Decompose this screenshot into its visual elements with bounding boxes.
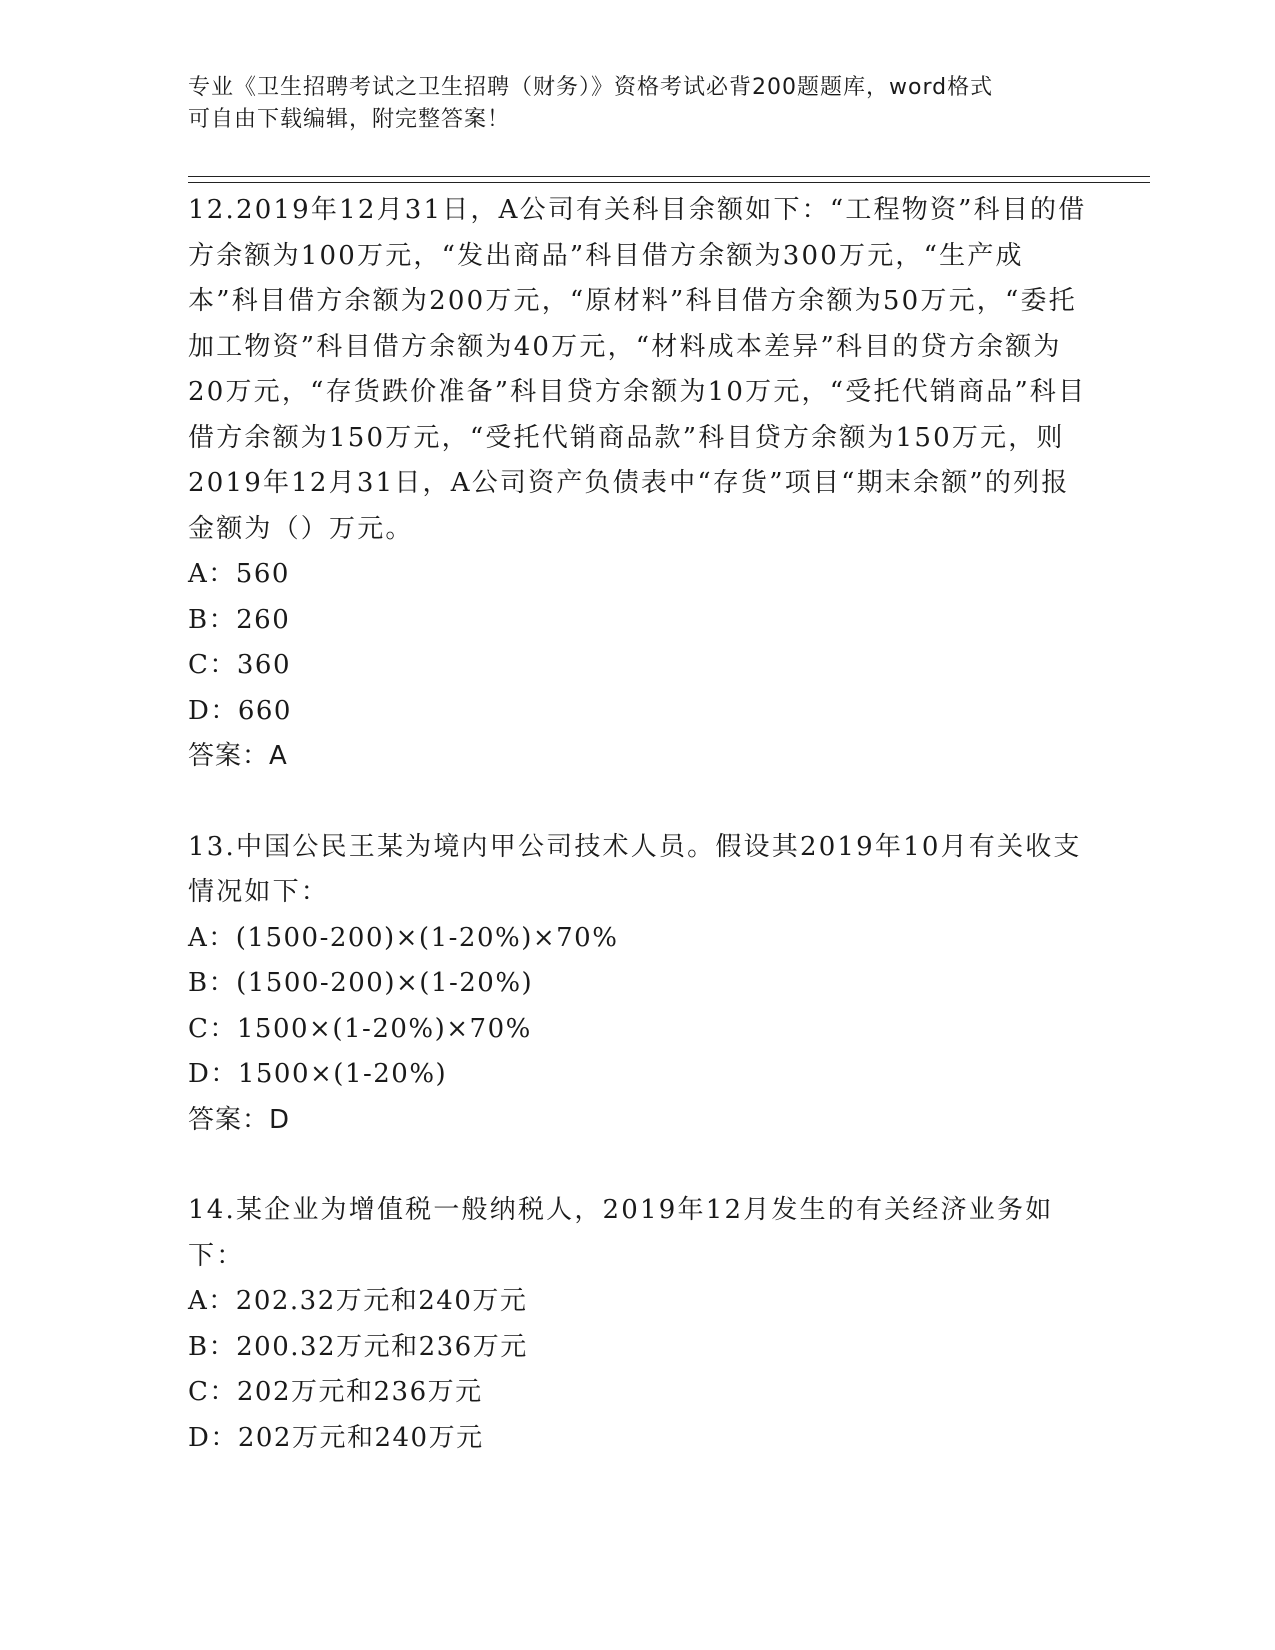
answer-line: 答案：D [188, 1104, 291, 1135]
question-stem: 13.中国公民王某为境内甲公司技术人员。假设其2019年10月有关收支情况如下： [188, 831, 1082, 907]
option-c: C：202万元和236万元 [188, 1377, 483, 1407]
option-b: B：260 [188, 604, 291, 635]
option-c: C：360 [188, 650, 292, 680]
header-title-line-2: 可自由下载编辑，附完整答案！ [188, 107, 511, 132]
question-spacer [188, 780, 1088, 825]
option-d: D：1500×(1-20%) [188, 1059, 448, 1089]
option-d: D：660 [188, 695, 292, 726]
question-stem: 12.2019年12月31日，A公司有关科目余额如下：“工程物资”科目的借方余额为100万元，“发出商品”科目借方余额为300万元，“生产成本”科目借方余额为200万元，“原材料”科目借方余额为50万元，“委托加工物资”科目借方余额为40万元，“材料成本差异”科目的贷方余额为20万元，“存货跌价准备”科目贷方余额为10万元，“受托代销商品”科目借方余额为150万元，“受托代销商品款”科目贷方余额为150万元，则2019年12月31日，A公司资产负债表中“存货”项目“期末余额”的列报金额为（）万元。 [188, 195, 1087, 544]
question-13 [188, 825, 1088, 1144]
option-a: A：202.32万元和240万元 [188, 1286, 528, 1316]
header-title-line-1: 专业《卫生招聘考试之卫生招聘（财务）》资格考试必背200题题库，word格式 [188, 75, 994, 100]
option-b: B：(1500-200)×(1-20%) [188, 968, 534, 998]
document-header [188, 72, 1068, 136]
option-d: D：202万元和240万元 [188, 1422, 484, 1453]
question-14 [188, 1188, 1088, 1461]
option-a: A：(1500-200)×(1-20%)×70% [188, 922, 619, 953]
header-divider-top [188, 176, 1150, 177]
answer-line: 答案：A [188, 741, 288, 771]
question-list [188, 188, 1088, 1461]
option-c: C：1500×(1-20%)×70% [188, 1013, 532, 1044]
question-stem: 14.某企业为增值税一般纳税人，2019年12月发生的有关经济业务如下： [188, 1195, 1054, 1271]
question-12 [188, 188, 1088, 780]
option-a: A：560 [188, 559, 290, 589]
question-spacer [188, 1143, 1088, 1188]
option-b: B：200.32万元和236万元 [188, 1331, 528, 1362]
header-divider-bottom [188, 182, 1150, 183]
